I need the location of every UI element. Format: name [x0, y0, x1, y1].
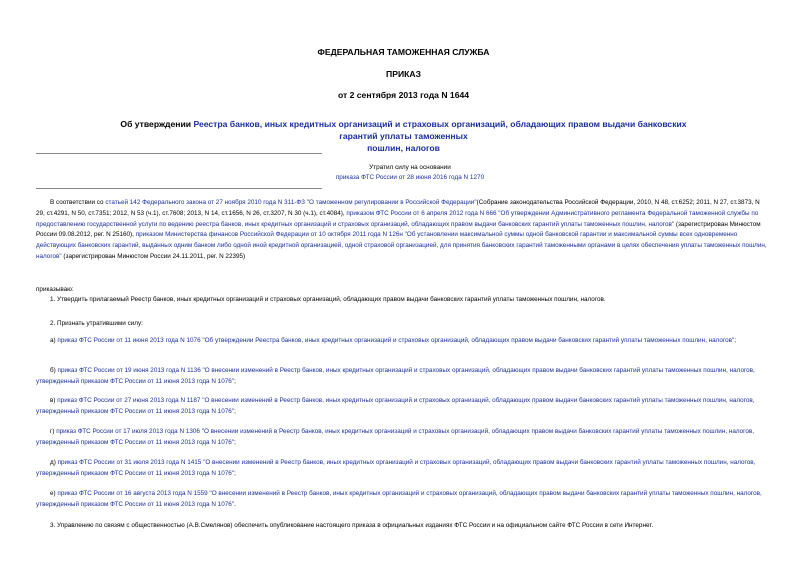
preamble-text-1: В соответствии со: [50, 199, 106, 206]
sub-item-a: а) приказ ФТС России от 11 июня 2013 года N 1076 "Об утверждении Реестра банков, иных кредитных организаций и страховых организаций, обладающих правом выдачи банковских гарантий уплаты таможенных пошлин, налогов";: [50, 337, 737, 344]
item-2: 2. Признать утратившими силу:: [50, 320, 143, 327]
title-registry-link[interactable]: Реестра банков, иных кредитных организаций и страховых организаций, обладающих правом выдачи банковских гарантий уплаты таможенных: [193, 119, 687, 141]
sub-item-g: г) приказ ФТС России от 17 июля 2013 года N 1306 "О внесении изменений в Реестр банков, иных кредитных организаций и страховых организаций, обладающих правом выдачи банковских гарантий уплаты таможенных пошлин, налогов, утвержденный приказом ФТС России от 11 июня 2013 года N 1076";: [36, 428, 755, 446]
divider-top: [36, 153, 322, 154]
sub-item-v-link[interactable]: приказ ФТС России от 27 июня 2013 года N 1187 "О внесении изменений в Реестр банков, иных кредитных организаций и страховых организаций, обладающих правом выдачи банковских гарантий уплаты таможенных пошлин, налогов, утвержденный приказом ФТС России от 11 июня 2013 года N 1076": [36, 397, 755, 415]
sub-item-a-link[interactable]: приказ ФТС России от 11 июня 2013 года N 1076 "Об утверждении Реестра банков, иных кредитных организаций и страховых организаций, обладающих правом выдачи банковских гарантий уплаты таможенных пошлин, налогов": [57, 337, 735, 344]
divider-bottom: [36, 188, 322, 189]
minfin-order-link[interactable]: приказом Министерства финансов Российской Федерации от 10 октября 2011 года N 126н "Об установлении максимальной суммы одной банковской гарантии и максимальной суммы всех одновременно действующих банковских гарантий, выданных одним банком либо одной иной кредитной организацией, одной страховой организацией, для принятия банковских гарантий таможенными органами в целях обеспечения уплаты таможенных пошлин, налогов": [36, 231, 767, 260]
lost-force-note: [300, 163, 520, 183]
sub-item-v: в) приказ ФТС России от 27 июня 2013 года N 1187 "О внесении изменений в Реестр банков, иных кредитных организаций и страховых организаций, обладающих правом выдачи банковских гарантий уплаты таможенных пошлин, налогов, утвержденный приказом ФТС России от 11 июня 2013 года N 1076";: [36, 397, 755, 415]
item-1: 1. Утвердить прилагаемый Реестр банков, иных кредитных организаций и страховых организаций, обладающих правом выдачи банковских гарантий уплаты таможенных пошлин, налогов.: [50, 296, 606, 303]
title-prefix: Об утверждении: [120, 119, 194, 129]
sub-item-b-link[interactable]: приказ ФТС России от 19 июня 2013 года N 1136 "О внесении изменений в Реестр банков, иных кредитных организаций и страховых организаций, обладающих правом выдачи банковских гарантий уплаты таможенных пошлин, налогов, утвержденный приказом ФТС России от 11 июня 2013 года N 1076": [36, 367, 755, 385]
preamble-text-4: (зарегистрирован Минюстом России 24.11.2011, рег. N 22395): [61, 252, 246, 260]
doc-date-number: от 2 сентября 2013 года N 1644: [337, 90, 470, 100]
preamble-text-2: (Собрание законодательства Российской Федерации, 2010, N 48, ст.6252; 2011, N 27, ст.3873, N 29, ст.4291, N 50, ст.7351; 2012, N 53 (ч.1), ст.7608; 2013, N 14, ст.1656, N 26, ст.3207, N 30 (ч.1), ст.4084),: [36, 199, 760, 217]
preamble: [36, 198, 770, 263]
sub-item-e-link[interactable]: приказ ФТС России от 16 августа 2013 года N 1559 "О внесении изменений в Реестр банков, иных кредитных организаций и страховых организаций, обладающих правом выдачи банковских гарантий уплаты таможенных пошлин, налогов, утвержденный приказом ФТС России от 11 июня 2013 года N 1076": [36, 490, 762, 508]
law-link[interactable]: статьей 142 Федерального закона от 27 ноября 2010 года N 311-ФЗ "О таможенном регулировании в Российской Федерации": [105, 199, 477, 206]
sub-item-d-link[interactable]: приказ ФТС России от 31 июля 2013 года N 1415 "О внесении изменений в Реестр банков, иных кредитных организаций и страховых организаций, обладающих правом выдачи банковских гарантий уплаты таможенных пошлин, налогов, утвержденный приказом ФТС России от 11 июня 2013 года N 1076": [36, 459, 756, 477]
title-registry-link-cont[interactable]: пошлин, налогов: [367, 143, 440, 153]
order-word: приказываю:: [36, 286, 74, 293]
sub-item-g-link[interactable]: приказ ФТС России от 17 июля 2013 года N 1306 "О внесении изменений в Реестр банков, иных кредитных организаций и страховых организаций, обладающих правом выдачи банковских гарантий уплаты таможенных пошлин, налогов, утвержденный приказом ФТС России от 11 июня 2013 года N 1076": [36, 428, 755, 446]
regulation-link[interactable]: приказом ФТС России от 6 апреля 2012 года N 666 "Об утверждении Административного регламента Федеральной таможенной службы по предоставлению государственной услуги по ведению реестра банков, иных кредитных организаций и страховых организаций, обладающих правом выдачи банковских гарантий уплаты таможенных пошлин, налогов": [36, 209, 759, 228]
preamble-text-3: (зарегистрирован Минюстом России 09.08.2012, рег. N 25160),: [36, 220, 761, 239]
doc-type: ПРИКАЗ: [386, 69, 421, 79]
lost-force-text: Утратил силу на основании: [369, 164, 451, 171]
sub-item-e: е) приказ ФТС России от 16 августа 2013 года N 1559 "О внесении изменений в Реестр банков, иных кредитных организаций и страховых организаций, обладающих правом выдачи банковских гарантий уплаты таможенных пошлин, налогов, утвержденный приказом ФТС России от 11 июня 2013 года N 1076".: [36, 490, 762, 508]
item-3: 3. Управлению по связям с общественностью (А.В.Смелянов) обеспечить опубликование настоящего приказа в официальных изданиях ФТС России и на официальном сайте ФТС России в сети Интернет.: [50, 522, 654, 529]
sub-item-d: д) приказ ФТС России от 31 июля 2013 года N 1415 "О внесении изменений в Реестр банков, иных кредитных организаций и страховых организаций, обладающих правом выдачи банковских гарантий уплаты таможенных пошлин, налогов, утвержденный приказом ФТС России от 11 июня 2013 года N 1076";: [36, 459, 756, 477]
sub-item-b: б) приказ ФТС России от 19 июня 2013 года N 1136 "О внесении изменений в Реестр банков, иных кредитных организаций и страховых организаций, обладающих правом выдачи банковских гарантий уплаты таможенных пошлин, налогов, утвержденный приказом ФТС России от 11 июня 2013 года N 1076";: [36, 367, 755, 385]
org-name: ФЕДЕРАЛЬНАЯ ТАМОЖЕННАЯ СЛУЖБА: [317, 47, 490, 57]
lost-force-link[interactable]: приказа ФТС России от 28 июня 2016 года N 1270: [335, 174, 485, 181]
doc-title: [120, 118, 687, 154]
